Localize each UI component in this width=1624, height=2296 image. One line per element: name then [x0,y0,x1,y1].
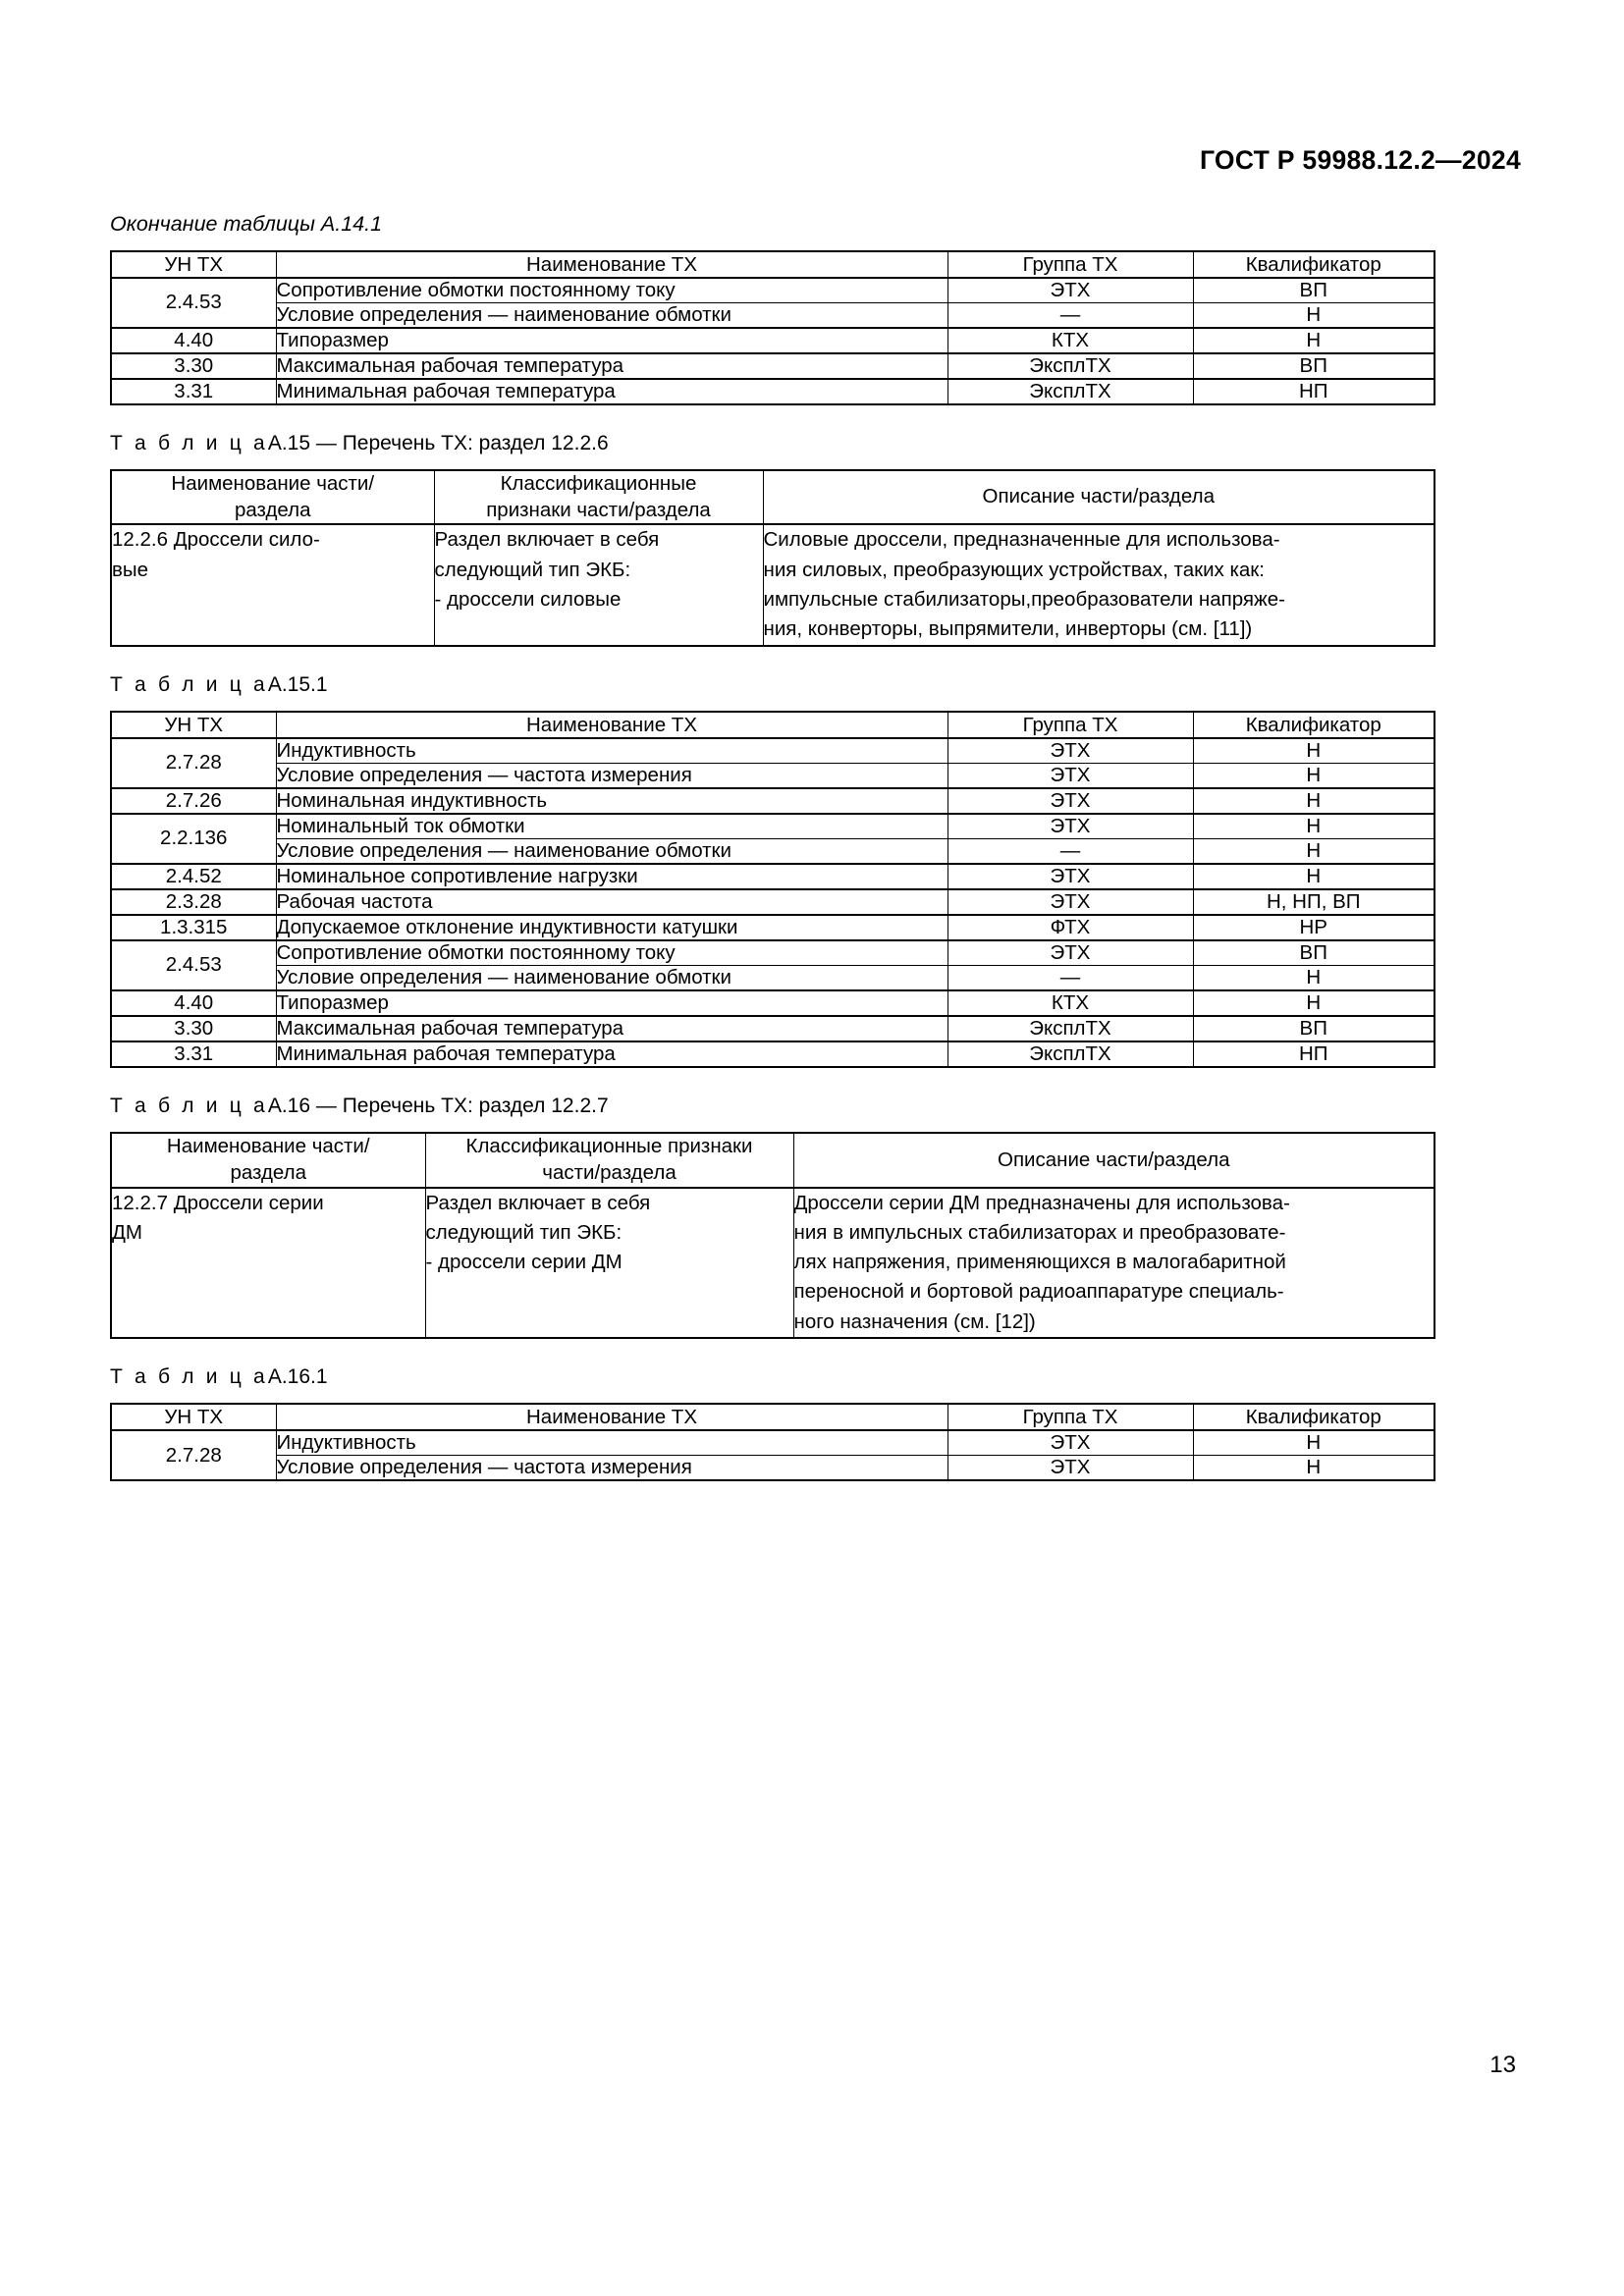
table-row [111,1430,1435,1456]
header-un-tx: УН ТХ [111,251,276,278]
cell-group-tx: КТХ [947,328,1193,353]
table-subrow [111,1456,1435,1481]
caption-table-a15 [110,431,1434,456]
cell-condition-qualifier: Н [1193,1456,1435,1481]
cell-condition-name: Условие определения — частота измерения [276,1456,947,1481]
cell-un-tx: 3.30 [111,353,276,379]
cell-group-tx: ЭксплТХ [947,379,1193,404]
header-group-tx: Группа ТХ [947,712,1193,738]
header-part-line1: Наименование части/ [171,472,375,496]
cell-qualifier: ВП [1193,353,1435,379]
table-a15-body [111,470,1435,646]
header-un-tx: УН ТХ [111,1404,276,1430]
cell-qualifier: ВП [1193,1016,1435,1041]
header-group-tx: Группа ТХ [947,251,1193,278]
text-line: ДМ [112,1220,142,1244]
table-row [111,915,1435,940]
cell-group-tx: ЭксплТХ [947,1016,1193,1041]
cell-condition-qualifier: Н [1193,302,1435,328]
cell-name-tx: Сопротивление обмотки постоянному току [276,940,947,966]
caption-table-a14-1-continuation: Окончание таблицы А.14.1 [110,212,383,236]
caption-table-a15-1-rest: А.15.1 [267,672,328,696]
tbl-a15-1-header-row [111,712,1435,738]
header-un-tx: УН ТХ [111,712,276,738]
header-part-line2: раздела [230,1160,307,1184]
header-qualifier: Квалификатор [1193,251,1435,278]
cell-condition-qualifier: Н [1193,838,1435,864]
cell-group-tx: ЭТХ [947,278,1193,303]
table-row [111,738,1435,764]
cell-name-tx: Номинальное сопротивление нагрузки [276,864,947,889]
cell-condition-group: — [947,302,1193,328]
cell-un-tx: 2.3.28 [111,889,276,915]
table-a15-data-row [111,524,1435,645]
cell-un-tx: 3.31 [111,1041,276,1067]
header-group-tx: Группа ТХ [947,1404,1193,1430]
text-line: 12.2.7 Дроссели серии [112,1191,324,1214]
cell-qualifier: Н [1193,788,1435,814]
header-qualifier: Квалификатор [1193,712,1435,738]
cell-group-tx: ЭксплТХ [947,353,1193,379]
header-class-line1: Классификационные признаки [465,1135,753,1158]
table-row [111,940,1435,966]
header-class-line2: признаки части/раздела [486,498,711,521]
caption-table-a15-1 [110,672,1434,698]
cell-qualifier: ВП [1193,278,1435,303]
table-subrow [111,965,1435,990]
cell-name-tx: Максимальная рабочая температура [276,1016,947,1041]
cell-qualifier: Н [1193,990,1435,1016]
header-name-tx: Наименование ТХ [276,1404,947,1430]
text-line: - дроссели силовые [434,588,622,612]
table-subrow [111,302,1435,328]
table-a15-1 [110,711,1435,1068]
header-name-tx: Наименование ТХ [276,251,947,278]
text-line: ния, конверторы, выпрямители, инверторы (см. [11]) [763,617,1253,641]
cell-name-tx: Типоразмер [276,328,947,353]
header-part-name [111,1133,425,1187]
cell-condition-group: ЭТХ [947,763,1193,788]
cell-un-tx: 2.4.53 [111,940,276,990]
table-row [111,1041,1435,1067]
cell-classification [434,524,763,645]
header-class-line1: Классификационные [500,472,697,496]
document-header-standard-number: ГОСТ Р 59988.12.2—2024 [1199,145,1521,175]
table-a16-1 [110,1403,1435,1481]
cell-condition-name: Условие определения — наименование обмотки [276,838,947,864]
table-a16 [110,1132,1435,1339]
cell-un-tx: 2.7.28 [111,1430,276,1480]
cell-un-tx: 3.30 [111,1016,276,1041]
cell-condition-group: ЭТХ [947,1456,1193,1481]
cell-qualifier: Н [1193,738,1435,764]
caption-table-a15-rest: А.15 — Перечень ТХ: раздел 12.2.6 [267,431,609,454]
table-subrow [111,763,1435,788]
cell-name-tx: Минимальная рабочая температура [276,379,947,404]
table-row [111,864,1435,889]
header-part-line1: Наименование части/ [166,1135,370,1158]
cell-un-tx: 4.40 [111,990,276,1016]
cell-qualifier: Н [1193,814,1435,839]
page-number: 13 [1489,2052,1516,2078]
cell-condition-name: Условие определения — наименование обмотки [276,965,947,990]
table-row [111,889,1435,915]
cell-un-tx: 4.40 [111,328,276,353]
table-row [111,1016,1435,1041]
cell-un-tx: 2.7.28 [111,738,276,788]
text-line: вые [112,558,149,581]
cell-un-tx: 3.31 [111,379,276,404]
cell-name-tx: Сопротивление обмотки постоянному току [276,278,947,303]
table-a16-1-body [111,1404,1435,1480]
cell-group-tx: ЭТХ [947,864,1193,889]
table-row [111,990,1435,1016]
cell-un-tx: 2.4.52 [111,864,276,889]
cell-condition-group: — [947,965,1193,990]
cell-name-tx: Номинальный ток обмотки [276,814,947,839]
text-line: - дроссели серии ДМ [425,1251,623,1274]
cell-part-name [111,1188,425,1339]
tbl-a16-1-header-row [111,1404,1435,1430]
header-qualifier: Квалификатор [1193,1404,1435,1430]
cell-condition-name: Условие определения — наименование обмотки [276,302,947,328]
cell-name-tx: Рабочая частота [276,889,947,915]
cell-qualifier: ВП [1193,940,1435,966]
header-description: Описание части/раздела [793,1133,1435,1187]
table-row [111,814,1435,839]
text-line: ния в импульсных стабилизаторах и преобразовате- [793,1220,1286,1244]
text-line: Силовые дроссели, предназначенные для использова- [763,528,1280,552]
cell-name-tx: Индуктивность [276,1430,947,1456]
cell-group-tx: ФТХ [947,915,1193,940]
caption-table-a16-rest: А.16 — Перечень ТХ: раздел 12.2.7 [267,1094,609,1117]
cell-name-tx: Допускаемое отклонение индуктивности катушки [276,915,947,940]
table-row [111,379,1435,404]
table-a15-1-body [111,712,1435,1067]
text-line: Раздел включает в себя [425,1191,651,1214]
cell-qualifier: Н [1193,328,1435,353]
cell-un-tx: 2.2.136 [111,814,276,864]
cell-qualifier: Н [1193,864,1435,889]
tbl-a14-1-header-row [111,251,1435,278]
text-line: ния силовых, преобразующих устройствах, таких как: [763,558,1265,581]
header-classification [425,1133,793,1187]
cell-part-name [111,524,434,645]
header-name-tx: Наименование ТХ [276,712,947,738]
header-description: Описание части/раздела [763,470,1435,524]
header-classification [434,470,763,524]
cell-name-tx: Типоразмер [276,990,947,1016]
caption-table-word: Т а б л и ц а [110,1365,268,1389]
cell-description [793,1188,1435,1339]
cell-group-tx: ЭТХ [947,814,1193,839]
text-line: 12.2.6 Дроссели сило- [112,528,320,552]
header-part-line2: раздела [234,498,311,521]
text-line: ного назначения (см. [12]) [793,1309,1036,1333]
text-line: следующий тип ЭКБ: [425,1220,623,1244]
table-subrow [111,838,1435,864]
text-line: лях напряжения, применяющихся в малогабаритной [793,1251,1286,1274]
cell-description [763,524,1435,645]
cell-group-tx: ЭТХ [947,889,1193,915]
cell-name-tx: Минимальная рабочая температура [276,1041,947,1067]
cell-qualifier: НП [1193,1041,1435,1067]
cell-group-tx: ЭксплТХ [947,1041,1193,1067]
table-a16-body [111,1133,1435,1338]
text-line: переносной и бортовой радиоаппаратуре специаль- [793,1280,1284,1304]
table-row [111,328,1435,353]
cell-group-tx: ЭТХ [947,1430,1193,1456]
text-line: импульсные стабилизаторы,преобразователи напряже- [763,588,1285,612]
cell-group-tx: ЭТХ [947,738,1193,764]
cell-qualifier: Н [1193,1430,1435,1456]
cell-name-tx: Максимальная рабочая температура [276,353,947,379]
caption-table-a16-1 [110,1364,1434,1390]
header-class-line2: части/раздела [542,1160,677,1184]
text-line: Дроссели серии ДМ предназначены для использова- [793,1191,1290,1214]
cell-condition-qualifier: Н [1193,763,1435,788]
caption-table-word: Т а б л и ц а [110,431,268,454]
caption-table-word: Т а б л и ц а [110,672,268,696]
table-row [111,353,1435,379]
cell-condition-group: — [947,838,1193,864]
text-line: следующий тип ЭКБ: [434,558,631,581]
cell-group-tx: КТХ [947,990,1193,1016]
caption-table-a16-1-rest: А.16.1 [267,1365,328,1389]
caption-table-a16 [110,1094,1434,1119]
table-a14-1 [110,250,1435,405]
table-a14-1-body [111,251,1435,404]
table-row [111,278,1435,303]
cell-name-tx: Индуктивность [276,738,947,764]
cell-un-tx: 2.7.26 [111,788,276,814]
document-content [110,211,1434,1481]
cell-condition-name: Условие определения — частота измерения [276,763,947,788]
cell-qualifier: Н, НП, ВП [1193,889,1435,915]
cell-name-tx: Номинальная индуктивность [276,788,947,814]
cell-condition-qualifier: Н [1193,965,1435,990]
table-a15 [110,469,1435,647]
cell-group-tx: ЭТХ [947,788,1193,814]
caption-table-word: Т а б л и ц а [110,1094,268,1117]
text-line: Раздел включает в себя [434,528,660,552]
table-a16-header-row [111,1133,1435,1187]
cell-un-tx: 2.4.53 [111,278,276,328]
header-part-name [111,470,434,524]
cell-qualifier: НП [1193,379,1435,404]
cell-group-tx: ЭТХ [947,940,1193,966]
cell-classification [425,1188,793,1339]
cell-un-tx: 1.3.315 [111,915,276,940]
table-row [111,788,1435,814]
cell-qualifier: НР [1193,915,1435,940]
table-a16-data-row [111,1188,1435,1339]
table-a15-header-row [111,470,1435,524]
